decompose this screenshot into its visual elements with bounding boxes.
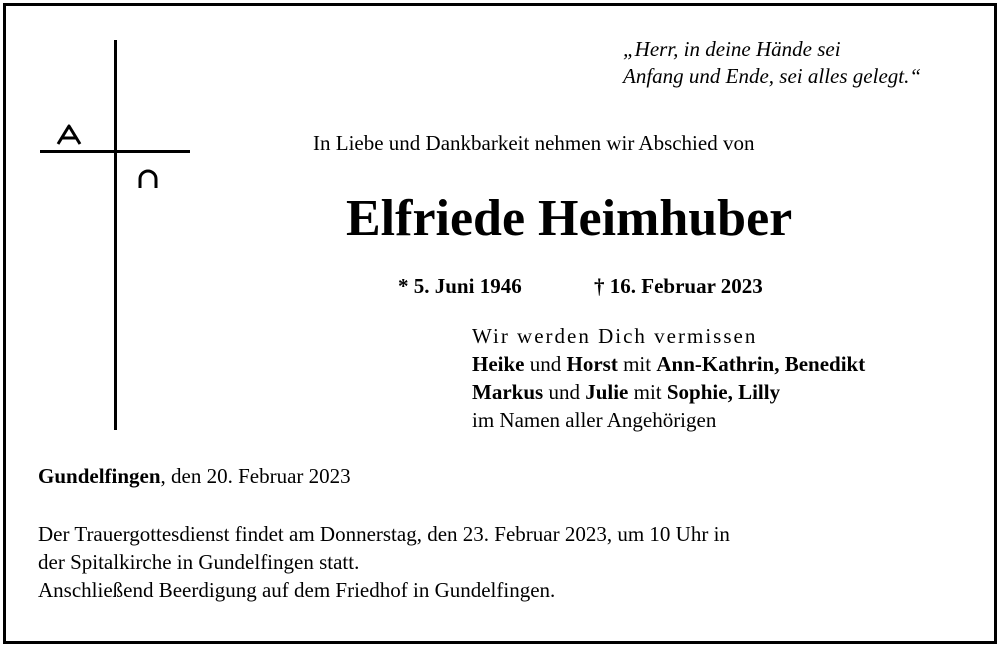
mourner-name: Julie [585, 380, 629, 404]
service-line-2: der Spitalkirche in Gundelfingen statt. [38, 550, 360, 574]
service-info [38, 520, 730, 604]
place-name: Gundelfingen [38, 464, 161, 488]
cross-horizontal-bar [40, 150, 190, 153]
alpha-icon [56, 124, 82, 146]
mourners-line-4: im Namen aller Angehörigen [472, 408, 717, 432]
connector-text: mit [628, 380, 667, 404]
connector-text: mit [617, 352, 657, 376]
birth-date: * 5. Juni 1946 [398, 274, 522, 298]
obituary-notice [3, 3, 997, 644]
bible-quote [623, 36, 921, 90]
mourners-line-1: Wir werden Dich vermissen [472, 324, 758, 348]
deceased-name: Elfriede Heimhuber [346, 190, 793, 247]
cross-vertical-bar [114, 40, 117, 430]
connector-text: und [543, 380, 586, 404]
date-text: , den 20. Februar 2023 [160, 464, 351, 488]
mourners-block [472, 322, 865, 434]
mourner-name: Sophie, Lilly [666, 380, 781, 404]
service-line-1: Der Trauergottesdienst findet am Donnerstag, den 23. Februar 2023, um 10 Uhr in [38, 522, 730, 546]
omega-icon [137, 168, 159, 190]
mourner-name: Horst [566, 352, 618, 376]
mourner-name: Ann-Kathrin, Benedikt [656, 352, 866, 376]
mourners-line-2 [472, 350, 865, 378]
intro-text: In Liebe und Dankbarkeit nehmen wir Abschied von [313, 131, 755, 155]
death-date: † 16. Februar 2023 [594, 274, 763, 298]
mourners-line-3 [472, 378, 865, 406]
connector-text: und [524, 352, 567, 376]
quote-line-2: Anfang und Ende, sei alles gelegt.“ [623, 64, 922, 88]
mourner-name: Heike [472, 352, 525, 376]
quote-line-1: „Herr, in deine Hände sei [623, 37, 841, 61]
mourner-name: Markus [472, 380, 544, 404]
service-line-3: Anschließend Beerdigung auf dem Friedhof in Gundelfingen. [38, 578, 556, 602]
place-date [38, 462, 351, 490]
